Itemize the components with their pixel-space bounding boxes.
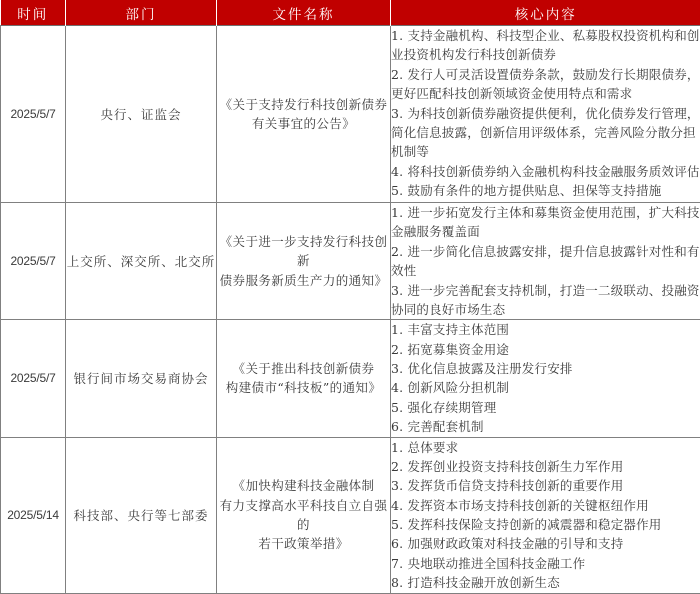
list-item: 2. 发挥创业投资支持科技创新生力军作用 — [391, 457, 700, 476]
cell-time: 2025/5/7 — [1, 203, 66, 320]
cell-core-content — [391, 320, 700, 437]
cell-time: 2025/5/7 — [1, 26, 66, 203]
column-header-content: 核心内容 — [391, 0, 700, 26]
list-item: 4. 发挥资本市场支持科技创新的关键枢纽作用 — [391, 496, 700, 515]
doc-line: 《关于推出科技创新债券 — [217, 359, 390, 378]
list-item: 1. 总体要求 — [391, 438, 700, 457]
doc-line: 债券服务新质生产力的通知》 — [217, 271, 390, 290]
list-item: 6. 加强财政政策对科技金融的引导和支持 — [391, 534, 700, 553]
core-content-list — [391, 438, 700, 593]
doc-line: 有关事宜的公告》 — [217, 114, 390, 133]
list-item: 5. 鼓励有条件的地方提供贴息、担保等支持措施 — [391, 181, 700, 200]
cell-document-name — [217, 437, 391, 593]
doc-line: 《关于支持发行科技创新债券 — [217, 95, 390, 114]
doc-line: 《加快构建科技金融体制 — [217, 476, 390, 495]
core-content-list — [391, 26, 700, 200]
column-header-doc: 文件名称 — [217, 0, 391, 26]
list-item: 5. 发挥科技保险支持创新的减震器和稳定器作用 — [391, 515, 700, 534]
cell-core-content — [391, 437, 700, 593]
cell-department: 科技部、央行等七部委 — [66, 437, 217, 593]
list-item: 1. 支持金融机构、科技型企业、私募股权投资机构和创业投资机构发行科技创新债券 — [391, 26, 700, 65]
list-item: 3. 为科技创新债券融资提供便利，优化债券发行管理，简化信息披露，创新信用评级体系，完善风险分散分担机制等 — [391, 104, 700, 162]
table-row — [1, 203, 700, 320]
table-row — [1, 320, 700, 437]
doc-line: 有力支撑高水平科技自立自强的 — [217, 496, 390, 535]
table-header — [1, 0, 700, 26]
list-item: 8. 打造科技金融开放创新生态 — [391, 573, 700, 592]
list-item: 1. 进一步拓宽发行主体和募集资金使用范围，扩大科技金融服务覆盖面 — [391, 203, 700, 242]
table-body — [1, 26, 700, 594]
cell-document-name — [217, 26, 391, 203]
list-item: 7. 央地联动推进全国科技金融工作 — [391, 554, 700, 573]
cell-department: 上交所、深交所、北交所 — [66, 203, 217, 320]
list-item: 3. 进一步完善配套支持机制，打造一二级联动、投融资协同的良好市场生态 — [391, 281, 700, 320]
column-header-time: 时间 — [1, 0, 66, 26]
core-content-list — [391, 320, 700, 436]
column-header-dept: 部门 — [66, 0, 217, 26]
core-content-list — [391, 203, 700, 319]
doc-line: 若干政策举措》 — [217, 534, 390, 553]
doc-line: 《关于进一步支持发行科技创新 — [217, 232, 390, 271]
list-item: 2. 发行人可灵活设置债券条款，鼓励发行长期限债券，更好匹配科技创新领域资金使用特点和需求 — [391, 65, 700, 104]
list-item: 3. 优化信息披露及注册发行安排 — [391, 359, 700, 378]
table-header-row — [1, 0, 700, 26]
list-item: 4. 创新风险分担机制 — [391, 378, 700, 397]
list-item: 2. 进一步简化信息披露安排，提升信息披露针对性和有效性 — [391, 242, 700, 281]
list-item: 5. 强化存续期管理 — [391, 398, 700, 417]
list-item: 1. 丰富支持主体范围 — [391, 320, 700, 339]
cell-time: 2025/5/14 — [1, 437, 66, 593]
cell-time: 2025/5/7 — [1, 320, 66, 437]
list-item: 2. 拓宽募集资金用途 — [391, 340, 700, 359]
table-row — [1, 437, 700, 593]
cell-core-content — [391, 26, 700, 203]
cell-department: 银行间市场交易商协会 — [66, 320, 217, 437]
list-item: 4. 将科技创新债券纳入金融机构科技金融服务质效评估 — [391, 162, 700, 181]
cell-document-name — [217, 320, 391, 437]
cell-department: 央行、证监会 — [66, 26, 217, 203]
doc-line: 构建债市“科技板”的通知》 — [217, 378, 390, 397]
list-item: 3. 发挥货币信贷支持科技创新的重要作用 — [391, 476, 700, 495]
cell-core-content — [391, 203, 700, 320]
table-row — [1, 26, 700, 203]
list-item: 6. 完善配套机制 — [391, 417, 700, 436]
cell-document-name — [217, 203, 391, 320]
